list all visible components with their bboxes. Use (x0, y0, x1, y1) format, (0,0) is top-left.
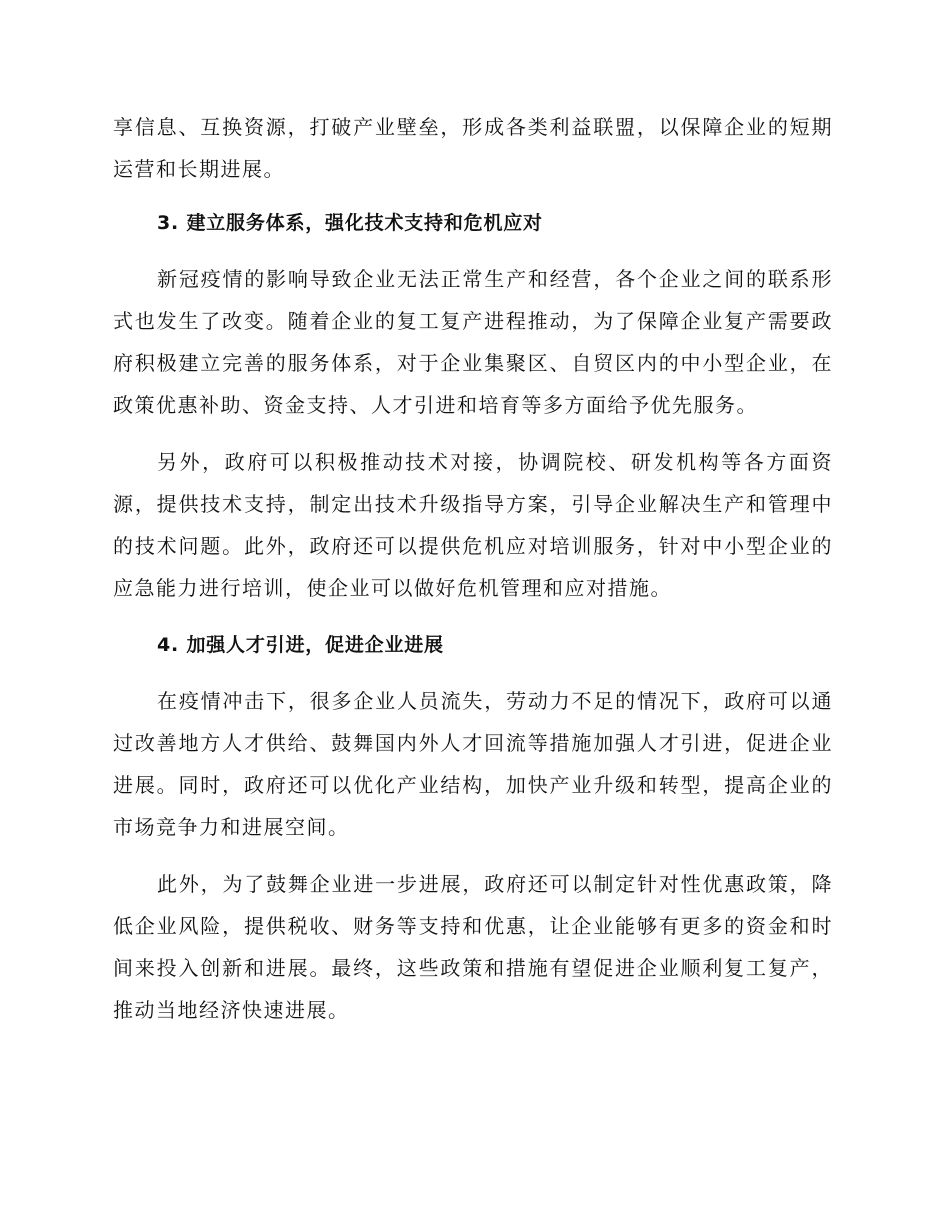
document-body (113, 106, 833, 1046)
paragraph-continuation: 享信息、互换资源，打破产业壁垒，形成各类利益联盟，以保障企业的短期运营和长期进展。 (113, 115, 833, 181)
section-heading-4: 4. 加强人才引进，促进企业进展 (157, 634, 444, 656)
paragraph-service-system: 新冠疫情的影响导致企业无法正常生产和经营，各个企业之间的联系形式也发生了改变。随着企业的复工复产进程推动，为了保障企业复产需要政府积极建立完善的服务体系，对于企业集聚区、自贸区内的中小型企业，在政策优惠补助、资金支持、人才引进和培育等多方面给予优先服务。 (113, 267, 833, 417)
paragraph-technical-support: 另外，政府可以积极推动技术对接，协调院校、研发机构等各方面资源，提供技术支持，制定出技术升级指导方案，引导企业解决生产和管理中的技术问题。此外，政府还可以提供危机应对培训服务，针对中小型企业的应急能力进行培训，使企业可以做好危机管理和应对措施。 (113, 450, 833, 600)
paragraph-preferential-policies: 此外，为了鼓舞企业进一步进展，政府还可以制定针对性优惠政策，降低企业风险，提供税收、财务等支持和优惠，让企业能够有更多的资金和时间来投入创新和进展。最终，这些政策和措施有望促进企业顺利复工复产，推动当地经济快速进展。 (113, 872, 833, 1022)
section-heading-3: 3. 建立服务体系，强化技术支持和危机应对 (157, 212, 543, 234)
paragraph-talent-introduction: 在疫情冲击下，很多企业人员流失，劳动力不足的情况下，政府可以通过改善地方人才供给、鼓舞国内外人才回流等措施加强人才引进，促进企业进展。同时，政府还可以优化产业结构，加快产业升级和转型，提高企业的市场竞争力和进展空间。 (113, 689, 833, 839)
